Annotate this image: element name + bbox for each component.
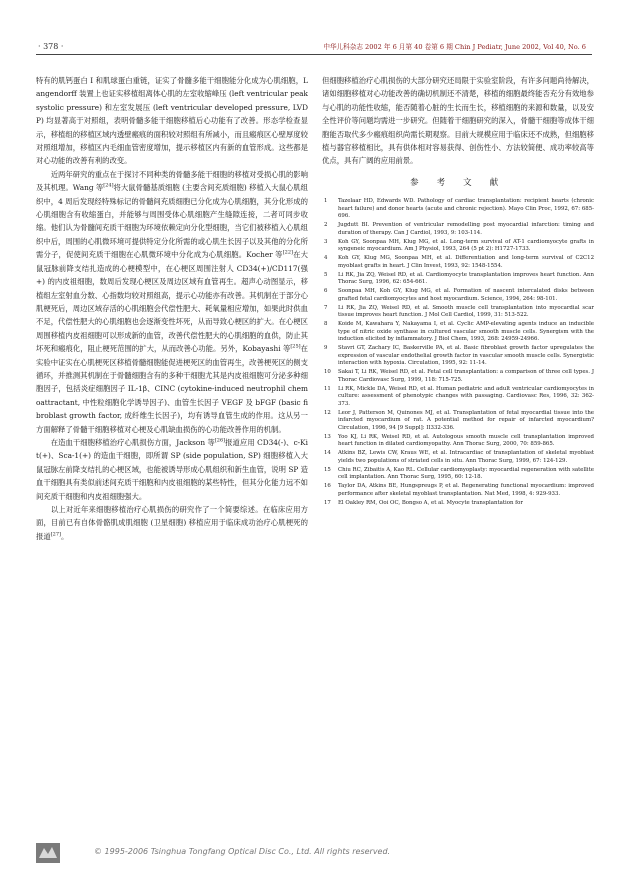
reference-text: Li RK, Jia ZQ, Weisel RD, et al. Smooth muscle cell transplantation into myocardial scar tissue improves heart function. J Mol Cell Cardiol, 1999, 31: 513-522. <box>338 304 594 319</box>
reference-text: Tazelaar HD, Edwards WD. Pathology of cardiac transplantation: recipient hearts (chronic heart failure) and donor hearts (acute and chronic rejection). Mayo Clin Proc, 1992, 67: 685-696. <box>338 198 594 220</box>
reference-text: El Oakley RM, Ooi OC, Bongso A, et al. Myocyte transplantation for <box>338 499 523 506</box>
reference-text: Leor J, Patterson M, Quinones MJ, et al. Transplantation of fetal myocardial tissue into the infarcted myocardium of rat. A potential method for repair of infarcted myocardium? Circulation, 1996, 94 [9 Suppl]: II332-336. <box>338 409 594 431</box>
right-column <box>322 74 594 509</box>
reference-item <box>322 198 594 221</box>
reference-text: Koh GY, Klug MG, Soonpaa MH, et al. Differentiation and long-term survival of C2C12 myoblast grafts in heart. J Clin Invest, 1993, 92: 1548-1554. <box>338 255 594 269</box>
reference-item <box>322 255 594 270</box>
reference-text: Li RK, Mickle DA, Weisel RD, et al. Human pediatric and adult ventricular cardiomyocytes in culture: assessment of phenotypic changes with passaging. Cardiovasc Res, 1996, 32: 362-373. <box>338 385 594 407</box>
reference-number: 4 <box>324 255 328 262</box>
reference-number: 12 <box>324 409 331 416</box>
footer <box>36 842 592 864</box>
reference-text: Yoo KJ, Li RK, Weisel RD, et al. Autologous smooth muscle cell transplantation improved heart function in dilated cardiomyopathy. Ann Thorac Surg, 2000, 70: 859-865. <box>338 433 594 448</box>
citation-ref: [26] <box>214 437 226 444</box>
reference-text: Koide M, Kawahara Y, Nakayama I, et al. Cyclic AMP-elevating agents induce an inducible type of nitric oxide synthase in cultured vascular smooth muscle cells. Synergism with the induction elicited by inflammatory. J Biol Chem, 1993, 268: 24959-24966. <box>338 321 594 343</box>
reference-item <box>322 467 594 482</box>
reference-number: 3 <box>324 238 328 245</box>
reference-number: 2 <box>324 222 328 229</box>
reference-item <box>322 272 594 287</box>
reference-text: Stavri GT, Zachary IC, Baskerville PA, et al. Basic fibroblast growth factor upregulates the expression of vascular endothelial growth factor in vascular smooth muscle cells. Synergistic interaction with hypoxia. Circulation, 1995, 92: 11-14. <box>338 345 594 367</box>
paragraph: 以上对近年来细胞移植治疗心肌损伤的研究作了一个简要综述。在临床应用方面，目前已有自体骨骼肌成肌细胞 (卫星细胞) 移植应用于临床成功治疗心肌梗死的报道[27]。 <box>36 505 308 541</box>
citation-ref: [25] <box>290 343 301 350</box>
reference-item <box>322 222 594 237</box>
reference-number: 15 <box>324 466 331 473</box>
reference-list <box>322 198 594 507</box>
copyright-notice: © 1995-2006 Tsinghua Tongfang Optical Disc Co., Ltd. All rights reserved. <box>94 847 391 856</box>
reference-text: Taylor DA, Atkins BE, Hungspreugs P, et al. Regenerating functional myocardium: improved performance after skeletal myoblast transplantation. Nat Med, 1998, 4: 929-933. <box>338 483 594 497</box>
citation-ref: [24] <box>103 182 114 189</box>
reference-item <box>322 434 594 449</box>
paragraph: 在造血干细胞移植治疗心肌损伤方面，Jackson 等[26]报道应用 CD34(-)、c-Kit(+)、Sca-1(+) 的造血干细胞，即所谓 SP (side population, SP) 细胞移植入大鼠冠脉左前降支结扎的心梗区域，也能被诱导形成心肌组织和新生血管，说明 SP 造血干细胞具有类似前述间充质干细胞和内皮祖细胞的某些特性，但其分化能力远不如间充质干细胞和内皮祖细胞强大。 <box>36 437 309 501</box>
reference-item <box>322 483 594 498</box>
page-number: · 378 · <box>38 42 64 51</box>
reference-item <box>322 450 594 465</box>
reference-item <box>322 500 594 508</box>
reference-number: 14 <box>324 450 331 457</box>
reference-item <box>322 369 594 384</box>
citation-ref: [27] <box>50 531 61 538</box>
paragraph: 近两年研究的重点在于探讨不同种类的骨髓多能干细胞的移植对受损心肌的影响及其机理。Wang 等[24]将大鼠骨髓基质细胞 (主要含间充质细胞) 移植入大鼠心肌组织中，4 周后发现经特殊标记的骨髓间充质细胞已分化成为心肌细胞，其分化形成的心肌细胞含有收缩蛋白，并能够与周围受体心肌细胞产生缝隙连接，二者可同步收缩。他们认为骨髓间充质干细胞为环境依赖定向分化型细胞，当它们被移植入心肌组织中后，周围的心肌微环境可提供特定分化所需的或心肌生长因子以及其他的分化所需分子，促使间充质干细胞在心肌微环境中分化成为心肌细胞。Kocher 等[22]在大鼠冠脉前降支结扎造成的心梗模型中，在心梗区周围注射人 CD34(+)/CD117(强+) 的内皮祖细胞，数周后发现心梗区及周边区域有血管再生。超声心动图显示，移植组左室射血分数、心指数均较对照组高，提示心功能亦有改善。其机制在于部分心肌梗死后，周边区域存活的心肌细胞会代偿性肥大、耗氧量相应增加，如果此时供血不足，代偿性肥大的心肌细胞也会逐渐变性坏死，从而导致心梗区的扩大。在心梗区周围移植内皮祖细胞可以形成新的血管，改善代偿性肥大的心肌细胞的血供，防止其坏死和瘢痕化，阻止梗死范围的扩大，从而改善心功能。另外，Kobayashi 等[25]在实验中证实在心肌梗死区移植骨髓细胞能促进梗死区的血管再生，改善梗死区的侧支循环，并推测其机制在于骨髓细胞含有的多种干细胞尤其是内皮祖细胞可分泌多种细胞因子，包括炎症细胞因子 IL-1β、CINC (cytokine-induced neutrophil chemoattractant, 中性粒细胞化学诱导因子)、血管生长因子 VEGF 及 bFGF (basic fibroblast growth factor, 成纤维生长因子)，均有诱导血管生成的作用。这从另一方面解释了骨髓干细胞移植对心梗及心肌缺血损伤的心功能改善作用的机制。 <box>36 169 308 434</box>
reference-number: 7 <box>324 304 328 311</box>
reference-item <box>322 386 594 409</box>
citation-ref: [22] <box>282 249 293 256</box>
reference-text: Soonpaa MH, Koh GY, Klug MG, et al. Formation of nascent intercalated disks between grafted fetal cardiomyocytes and host myocardium. Science, 1994, 264: 98-101. <box>338 288 594 302</box>
reference-item <box>322 345 594 368</box>
publisher-logo-icon <box>36 843 60 863</box>
reference-number: 9 <box>324 345 328 352</box>
left-column <box>36 74 308 543</box>
reference-number: 6 <box>324 288 328 295</box>
reference-number: 10 <box>324 369 331 376</box>
reference-item <box>322 288 594 303</box>
reference-text: Atkins BZ, Lewis CW, Kraus WE, et al. Intracardiac of transplantation of skeletal myoblast yields two populations of striated cells in situ. Ann Thorac Surg, 1999, 67: 124-129. <box>338 450 594 464</box>
reference-item <box>322 239 594 254</box>
reference-text: Koh GY, Soonpaa MH, Klug MG, et al. Long-term survival of AT-1 cardiomyocyte grafts in syngeneic myocardium. Am J Physiol, 1993, 264 (5 pt 2): H1727-1733. <box>338 238 594 253</box>
journal-citation: 中华儿科杂志 2002 年 6 月第 40 卷第 6 期 Chin J Pediatr, June 2002, Vol 40, No. 6 <box>323 43 586 51</box>
reference-number: 16 <box>324 483 331 490</box>
reference-number: 5 <box>324 271 328 278</box>
reference-item <box>322 410 594 433</box>
reference-text: Jugdutt BI. Prevention of ventricular remodelling post myocardial infarction: timing and duration of therapy. Can J Cardiol, 1993, 9: 103-114. <box>338 222 594 236</box>
reference-number: 11 <box>324 385 331 392</box>
reference-text: Chiu RC, Zibaitis A, Kao RL. Cellular cardiomyoplasty: myocardial regeneration with satellite cell implantation. Ann Thorac Surg, 1995, 60: 12-18. <box>338 466 594 481</box>
reference-number: 13 <box>324 433 331 440</box>
reference-text: Sakai T, Li RK, Weisel RD, et al. Fetal cell transplantation: a comparison of three cell types. J Thorac Cardiovasc Surg, 1999, 118: 715-725. <box>338 369 594 383</box>
reference-item <box>322 305 594 320</box>
reference-number: 1 <box>324 198 328 205</box>
reference-item <box>322 321 594 344</box>
references-heading: 参 考 文 献 <box>410 177 506 188</box>
reference-text: Li RK, Jia ZQ, Weisel RD, et al. Cardiomyocyte transplantation improves heart function. Ann Thorac Surg, 1996, 62: 654-661. <box>338 271 594 286</box>
running-header <box>36 40 592 55</box>
paragraph: 特有的肌钙蛋白 I 和肌球蛋白重链，证实了骨髓多能干细胞能分化成为心肌细胞，Langendorff 装置上也证实移植组离体心肌的左室收缩峰压 (left ventricular peak systolic pressure) 和左室发展压 (left ventricular developed pressure, LVDP) 均显著高于对照组，表明骨髓多能干细胞移植后心功能有了改善。形态学检查显示，移植组的移植区域内透壁瘢痕的面积较对照组有所减小，而且瘢痕区心壁厚度较对照组增加，移植区内毛细血管密度增加，提示移植区内有新的血管形成。这些都是对心功能的改善有利的改变。 <box>36 76 308 166</box>
reference-number: 8 <box>324 321 328 328</box>
reference-number: 17 <box>324 499 331 506</box>
paragraph: 但细胞移植治疗心肌损伤的大部分研究还局限于实验室阶段，有许多问题尚待解决，诸如细胞移植对心功能改善的确切机制还不清楚，移植的细胞最终能否充分有效地参与心肌的功能性收缩，能否随着心脏的生长而生长，移植细胞的来源和数量，以及安全性评价等问题均需进一步研究。但随着干细胞研究的深入，骨髓干细胞等成体干细胞能否取代多少瘢痕组织尚需长期观察。目前大规模应用于临床还不成熟，但细胞移植与器官移植相比，具有供体相对容易获得、创伤性小、方法较简便、成功率较高等优点，具有广阔的应用前景。 <box>322 76 594 166</box>
